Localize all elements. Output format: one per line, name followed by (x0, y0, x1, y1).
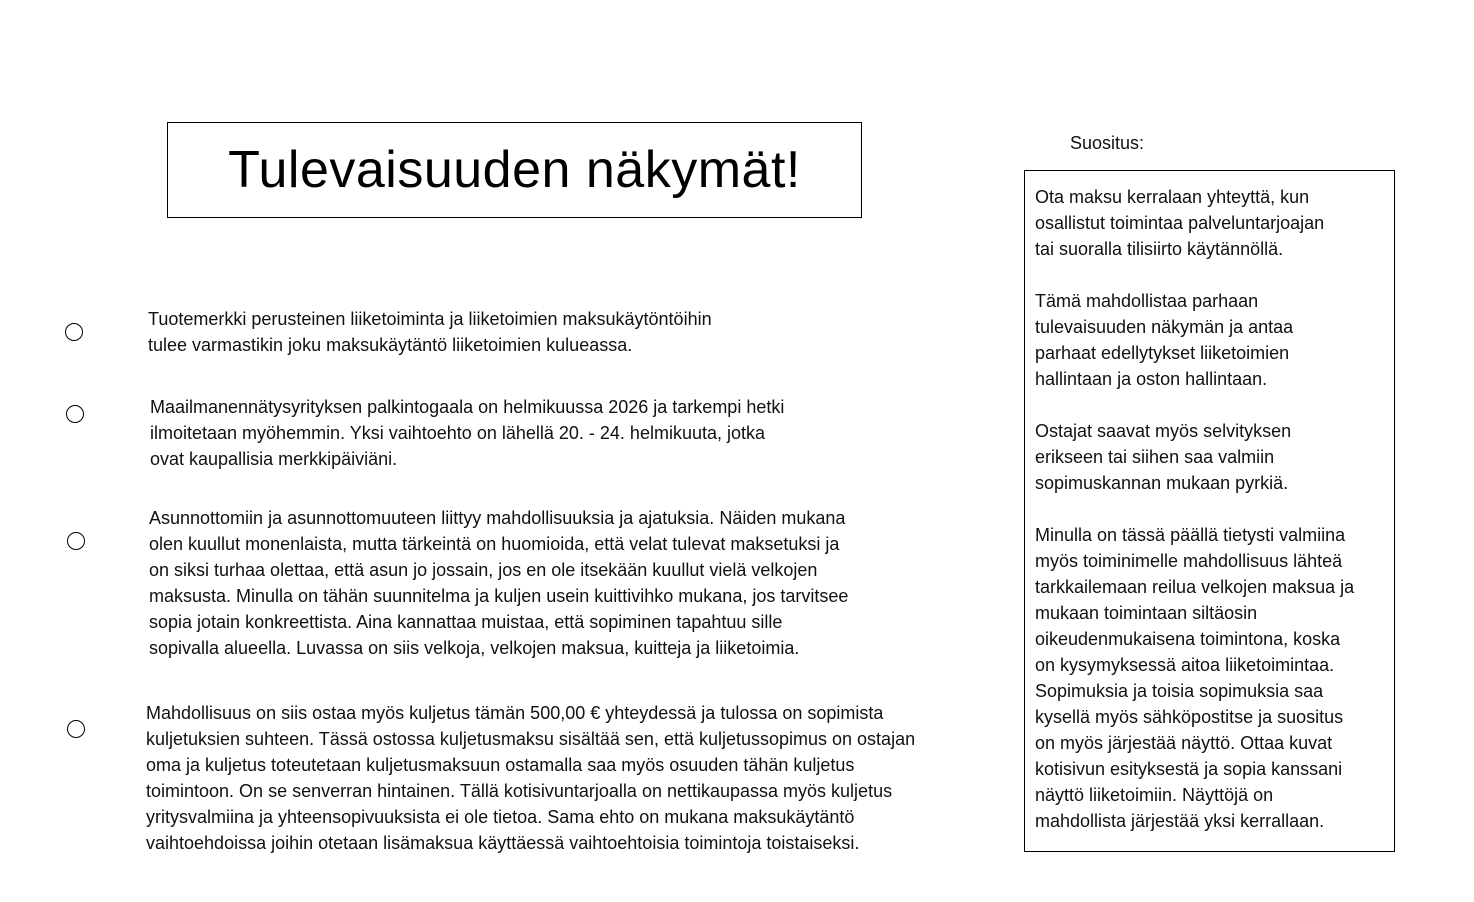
recommendation-line: on myös järjestää näyttö. Ottaa kuvat (1035, 733, 1333, 753)
recommendation-line: oikeudenmukaisena toimintona, koska (1035, 629, 1341, 649)
recommendation-line: kysellä myös sähköpostitse ja suositus (1035, 707, 1344, 727)
option-line: sopia jotain konkreettista. Aina kannattaa muistaa, että sopiminen tapahtuu sille (149, 612, 783, 632)
recommendation-line: Ostajat saavat myös selvityksen (1035, 421, 1292, 441)
option-line: on siksi turhaa olettaa, että asun jo jossain, jos en ole itsekään kuullut vielä velkojen (149, 560, 818, 580)
option-line: kuljetuksien suhteen. Tässä ostossa kuljetusmaksu sisältää sen, että kuljetussopimus on ostajan (146, 729, 916, 749)
option-2-text (150, 394, 784, 472)
recommendation-line: mukaan toimintaan siltäosin (1035, 603, 1258, 623)
title-box (167, 122, 862, 218)
recommendation-box (1024, 170, 1395, 852)
option-line: oma ja kuljetus toteutetaan kuljetusmaksuun ostamalla saa myös osuuden tähän kuljetus (146, 755, 855, 775)
recommendation-line: myös toiminimelle mahdollisuus lähteä (1035, 551, 1343, 571)
recommendation-line: Sopimuksia ja toisia sopimuksia saa (1035, 681, 1324, 701)
recommendation-line: kotisivun esityksestä ja sopia kanssani (1035, 759, 1343, 779)
recommendation-line: Ota maksu kerralaan yhteyttä, kun (1035, 187, 1310, 207)
option-line: ovat kaupallisia merkkipäiviäni. (150, 449, 398, 469)
option-line: sopivalla alueella. Luvassa on siis velkoja, velkojen maksua, kuitteja ja liiketoimia. (149, 638, 800, 658)
recommendation-paragraph (1035, 522, 1394, 834)
recommendation-line: parhaat edellytykset liiketoimien (1035, 343, 1290, 363)
option-line: Asunnottomiin ja asunnottomuuteen liittyy mahdollisuuksia ja ajatuksia. Näiden mukana (149, 508, 846, 528)
option-line: ilmoitetaan myöhemmin. Yksi vaihtoehto on lähellä 20. - 24. helmikuuta, jotka (150, 423, 765, 443)
recommendation-paragraph (1035, 184, 1394, 262)
recommendation-paragraph (1035, 418, 1394, 496)
option-line: yritysvalmiina ja yhteensopivuuksista ei ole tietoa. Sama ehto on mukana maksukäytäntö (146, 807, 855, 827)
option-1-radio[interactable] (65, 323, 83, 341)
recommendation-line: näyttö liiketoimiin. Näyttöjä on (1035, 785, 1274, 805)
recommendation-line: tarkkailemaan reilua velkojen maksua ja (1035, 577, 1355, 597)
recommendation-label: Suositus: (1070, 133, 1145, 153)
recommendation-line: erikseen tai siihen saa valmiin (1035, 447, 1275, 467)
recommendation-paragraph (1035, 288, 1394, 392)
recommendation-line: tulevaisuuden näkymän ja antaa (1035, 317, 1294, 337)
option-line: Maailmanennätysyrityksen palkintogaala on helmikuussa 2026 ja tarkempi hetki (150, 397, 785, 417)
option-1-text (148, 306, 712, 358)
option-line: olen kuullut monenlaista, mutta tärkeintä on huomioida, että velat tulevat maksetuksi ja (149, 534, 840, 554)
recommendation-line: hallintaan ja oston hallintaan. (1035, 369, 1268, 389)
recommendation-line: on kysymyksessä aitoa liiketoimintaa. (1035, 655, 1335, 675)
option-line: Tuotemerkki perusteinen liiketoiminta ja liiketoimien maksukäytöntöihin (148, 309, 712, 329)
option-line: tulee varmastikin joku maksukäytäntö liiketoimien kulueassa. (148, 335, 633, 355)
option-3-text (149, 505, 848, 661)
option-3-radio[interactable] (67, 532, 85, 550)
option-line: maksusta. Minulla on tähän suunnitelma ja kuljen usein kuittivihko mukana, jos tarvitsee (149, 586, 849, 606)
recommendation-line: sopimuskannan mukaan pyrkiä. (1035, 473, 1289, 493)
option-line: toimintoon. On se senverran hintainen. Tällä kotisivuntarjoalla on nettikaupassa myös kuljetus (146, 781, 893, 801)
option-2-radio[interactable] (66, 405, 84, 423)
recommendation-line: osallistut toimintaa palveluntarjoajan (1035, 213, 1325, 233)
recommendation-line: tai suoralla tilisiirto käytännöllä. (1035, 239, 1284, 259)
recommendation-line: Minulla on tässä päällä tietysti valmiina (1035, 525, 1346, 545)
option-4-text (146, 700, 915, 856)
option-line: Mahdollisuus on siis ostaa myös kuljetus tämän 500,00 € yhteydessä ja tulossa on sopimista (146, 703, 884, 723)
option-line: vaihtoehdoissa joihin otetaan lisämaksua käyttäessä vaihtoehtoisia toimintoja toistaiseksi. (146, 833, 860, 853)
recommendation-line: Tämä mahdollistaa parhaan (1035, 291, 1259, 311)
option-4-radio[interactable] (67, 720, 85, 738)
recommendation-line: mahdollista järjestää yksi kerrallaan. (1035, 811, 1325, 831)
page-title: Tulevaisuuden näkymät! (228, 141, 801, 199)
